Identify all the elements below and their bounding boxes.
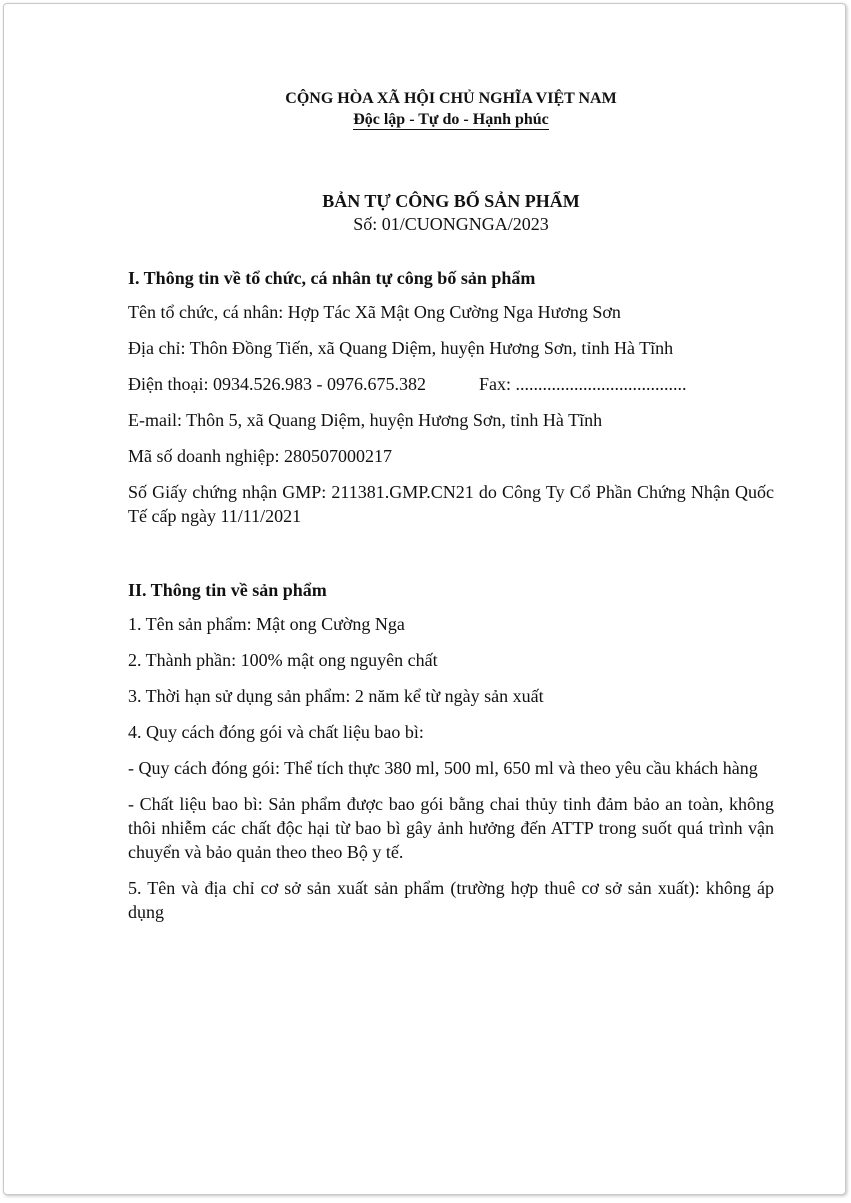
organization-name: Tên tổ chức, cá nhân: Hợp Tác Xã Mật Ong Cường Nga Hương Sơn bbox=[128, 302, 621, 322]
fax-text: Fax: ...................................... bbox=[478, 374, 687, 394]
organization-address: Địa chỉ: Thôn Đồng Tiến, xã Quang Diệm, huyện Hương Sơn, tỉnh Hà Tĩnh bbox=[128, 338, 674, 358]
packing-spec: - Quy cách đóng gói: Thể tích thực 380 ml, 500 ml, 650 ml và theo yêu cầu khách hàng bbox=[128, 758, 758, 778]
section-1-title: I. Thông tin về tổ chức, cá nhân tự công bố sản phẩm bbox=[128, 268, 536, 288]
packing-heading: 4. Quy cách đóng gói và chất liệu bao bì: bbox=[128, 722, 424, 742]
section-2-title: II. Thông tin về sản phẩm bbox=[128, 580, 327, 600]
document-content bbox=[128, 88, 774, 924]
gmp-certificate: Số Giấy chứng nhận GMP: 211381.GMP.CN21 do Công Ty Cổ Phần Chứng Nhận Quốc Tế cấp ngày 11/11/2021 bbox=[128, 482, 774, 526]
document-page bbox=[3, 3, 846, 1195]
motto-text: Độc lập - Tự do - Hạnh phúc bbox=[353, 111, 549, 128]
product-shelf-life: 3. Thời hạn sử dụng sản phẩm: 2 năm kể từ ngày sản xuất bbox=[128, 686, 544, 706]
contact-line bbox=[128, 372, 774, 396]
product-name: 1. Tên sản phẩm: Mật ong Cường Nga bbox=[128, 614, 405, 634]
business-code: Mã số doanh nghiệp: 280507000217 bbox=[128, 446, 392, 466]
packaging-material: - Chất liệu bao bì: Sản phẩm được bao gói bằng chai thủy tinh đảm bảo an toàn, không thôi nhiễm các chất độc hại từ bao bì gây ảnh hưởng đến ATTP trong suốt quá trình vận chuyển và bảo quản theo theo Bộ y tế. bbox=[128, 794, 774, 862]
document-number: Số: 01/CUONGNGA/2023 bbox=[353, 214, 549, 234]
manufacturer-info: 5. Tên và địa chỉ cơ sở sản xuất sản phẩm (trường hợp thuê cơ sở sản xuất): không áp dụng bbox=[128, 878, 774, 922]
national-motto bbox=[128, 110, 774, 130]
national-heading: CỘNG HÒA XÃ HỘI CHỦ NGHĨA VIỆT NAM bbox=[285, 90, 617, 107]
phone-text: Điện thoại: 0934.526.983 - 0976.675.382 bbox=[128, 374, 426, 394]
document-title: BẢN TỰ CÔNG BỐ SẢN PHẨM bbox=[322, 191, 580, 211]
product-ingredients: 2. Thành phần: 100% mật ong nguyên chất bbox=[128, 650, 438, 670]
email-text: E-mail: Thôn 5, xã Quang Diệm, huyện Hương Sơn, tỉnh Hà Tĩnh bbox=[128, 410, 603, 430]
